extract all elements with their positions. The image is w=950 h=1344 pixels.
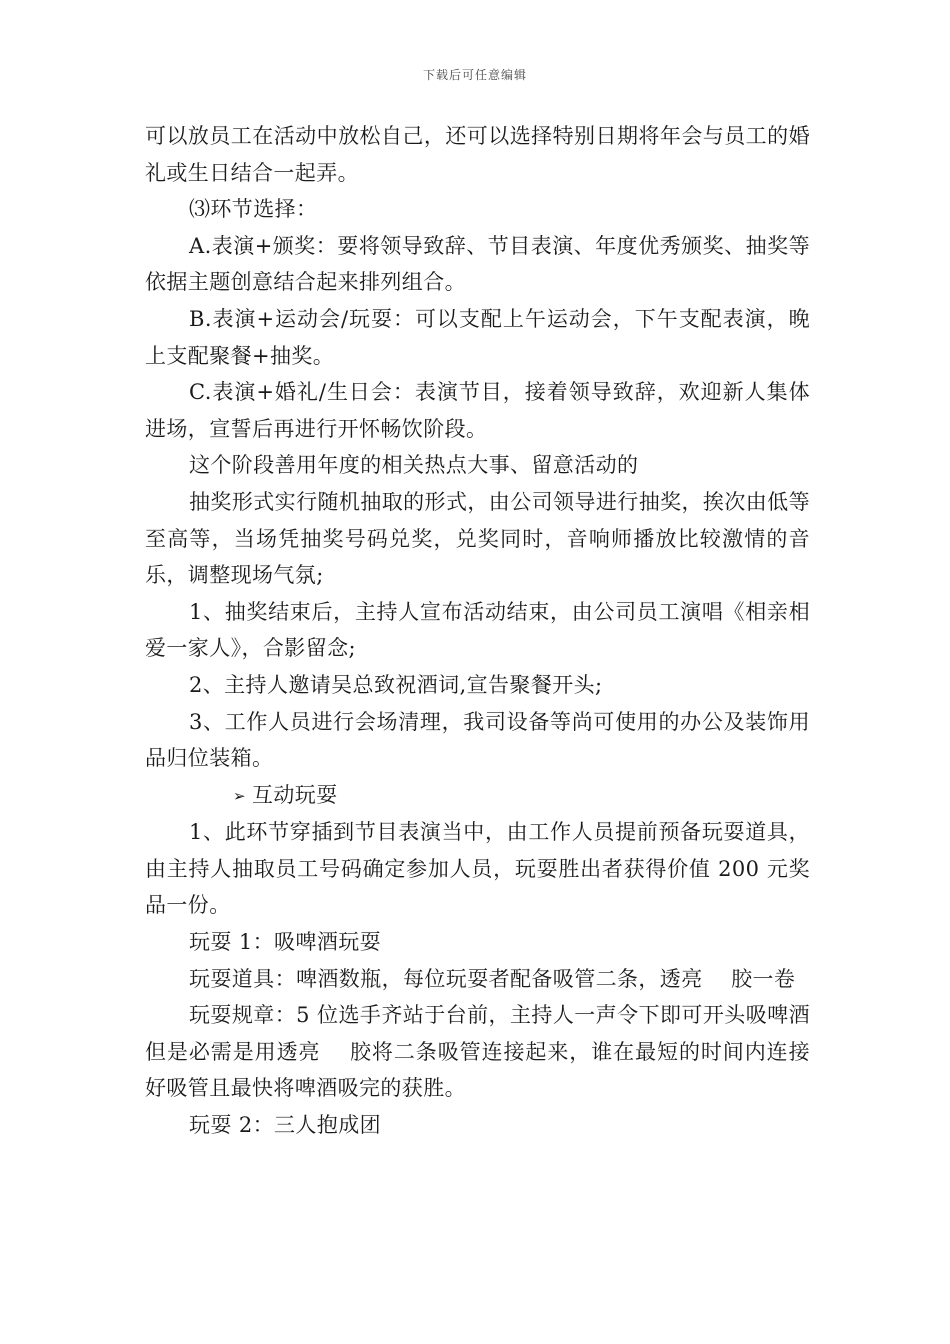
paragraph: 玩耍 2：三人抱成团 [189, 1113, 382, 1138]
paragraph: B.表演+运动会/玩耍：可以支配上午运动会，下午支配表演，晚上支配聚餐+抽奖。 [145, 306, 810, 368]
paragraph: ⑶环节选择： [189, 197, 318, 222]
bullet-item [145, 777, 810, 815]
paragraph: 玩耍道具：啤酒数瓶，每位玩耍者配备吸管二条，透亮 胶一卷 [189, 966, 796, 991]
paragraph: 玩耍规章：5 位选手齐站于台前，主持人一声令下即可开头吸啤酒但是必需是用透亮 胶将二条吸管连接起来，谁在最短的时间内连接好吸管且最快将啤酒吸完的获胜。 [145, 1003, 810, 1101]
bullet-item-label: 互动玩耍 [251, 782, 338, 807]
paragraph: 玩耍 1：吸啤酒玩耍 [189, 930, 382, 955]
paragraph: 1、抽奖结束后，主持人宣布活动结束，由公司员工演唱《相亲相爱一家人》，合影留念; [145, 599, 810, 661]
paragraph: 可以放员工在活动中放松自己，还可以选择特别日期将年会与员工的婚礼或生日结合一起弄。 [145, 124, 810, 185]
paragraph: A.表演+颁奖：要将领导致辞、节目表演、年度优秀颁奖、抽奖等依据主题创意结合起来排列组合。 [145, 233, 810, 295]
page-header: 下载后可任意编辑 [422, 68, 527, 82]
paragraph: 3、工作人员进行会场清理，我司设备等尚可使用的办公及装饰用品归位装箱。 [145, 709, 810, 771]
paragraph: 抽奖形式实行随机抽取的形式，由公司领导进行抽奖，挨次由低等至高等，当场凭抽奖号码兑奖，兑奖同时，音响师播放比较激情的音乐，调整现场气氛; [145, 489, 810, 588]
paragraph: C.表演+婚礼/生日会：表演节目，接着领导致辞，欢迎新人集体进场，宣誓后再进行开怀畅饮阶段。 [145, 380, 810, 441]
paragraph: 1、此环节穿插到节目表演当中，由工作人员提前预备玩耍道具，由主持人抽取员工号码确定参加人员，玩耍胜出者获得价值 200 元奖品一份。 [145, 820, 810, 918]
paragraph: 这个阶段善用年度的相关热点大事、留意活动的 [189, 453, 639, 478]
paragraph: 2、主持人邀请吴总致祝酒词,宣告聚餐开头; [189, 672, 603, 697]
arrow-bullet-icon: ➢ [233, 786, 246, 805]
document-body [145, 118, 810, 1144]
